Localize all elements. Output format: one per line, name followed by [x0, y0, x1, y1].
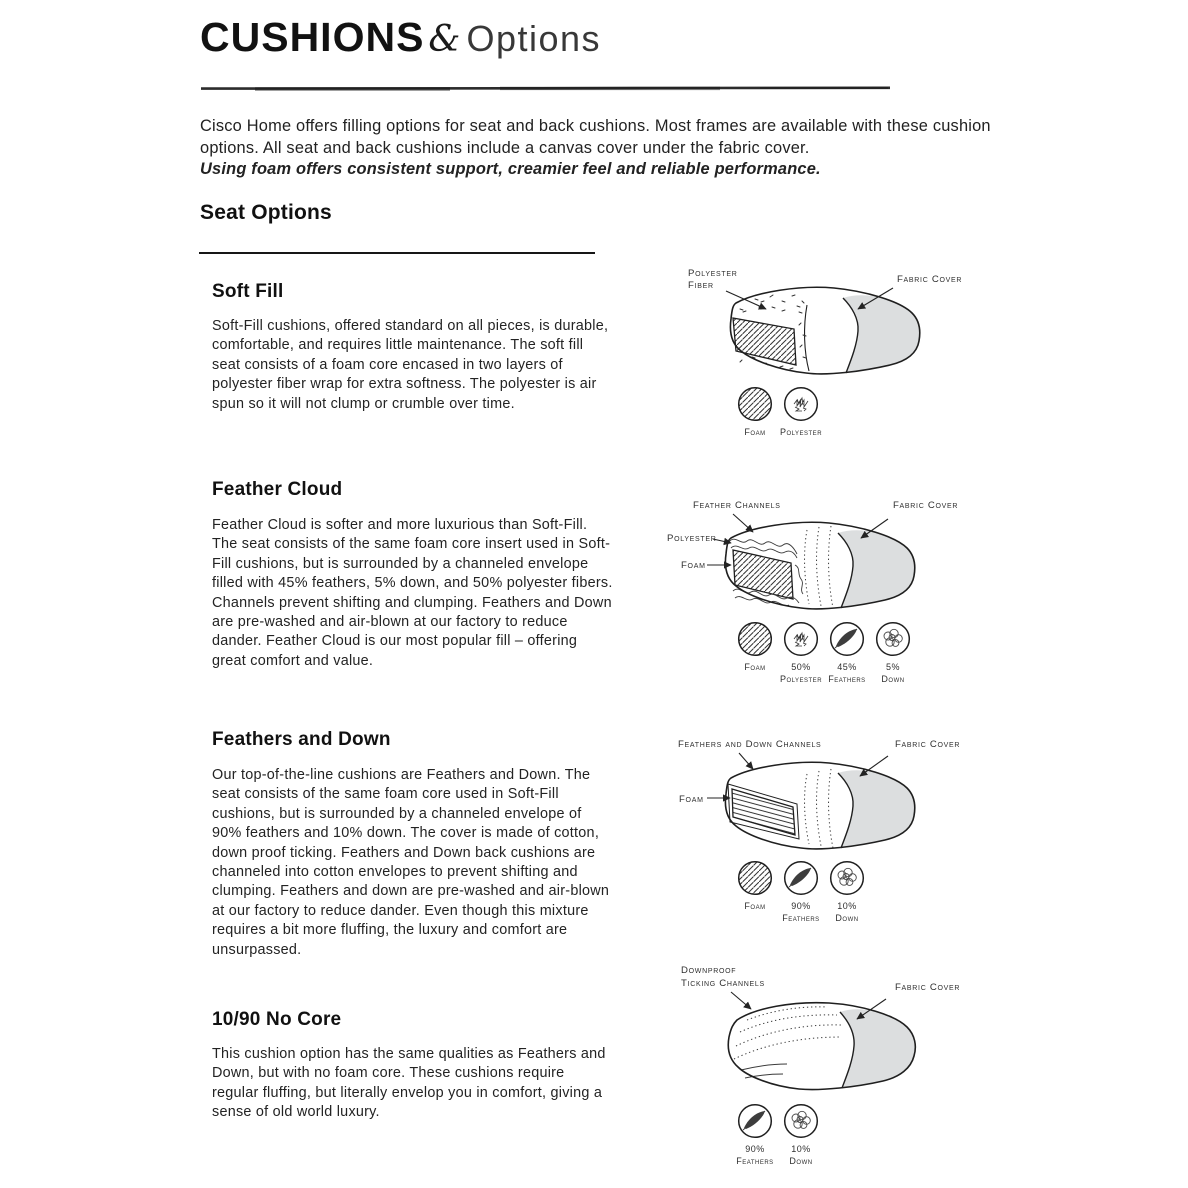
cushion-illustration [725, 762, 914, 849]
callout-arrow [733, 514, 753, 532]
legend-label: 90% [745, 1144, 765, 1154]
diagram-callout-label: Polyester [667, 533, 717, 544]
feather-cloud-diagram [655, 492, 995, 620]
legend-item-polyester [778, 386, 824, 439]
diagram-callout-label: Fabric Cover [897, 274, 963, 285]
down-icon [783, 1103, 819, 1139]
feather-icon [829, 621, 865, 657]
no-core-legend [732, 1103, 824, 1167]
diagram-callout-label: Feathers and Down Channels [678, 739, 822, 750]
polyester-swatch-icon [783, 386, 819, 422]
diagram-callout-label: Fabric Cover [895, 982, 961, 993]
feather-cloud-legend [732, 621, 916, 685]
legend-label: 45% [837, 662, 857, 672]
section-body-soft-fill: Soft-Fill cushions, offered standard on all pieces, is durable, comfortable, and requires little maintenance. The soft fill seat consists of a foam core encased in two layers of polyester fiber wrap for extra softness. The polyester is air spun so it will not clump or crumble over time. [212, 318, 609, 412]
legend-item-foam [732, 386, 778, 439]
legend-label: 10% [837, 901, 857, 911]
soft-fill-legend [732, 386, 824, 439]
polyester-swatch-icon [783, 621, 819, 657]
legend-label: Down [789, 1156, 813, 1166]
diagram-callout-label: Feather Channels [693, 500, 781, 511]
down-icon [829, 860, 865, 896]
intro-emphasis: Using foam offers consistent support, creamier feel and reliable performance. [200, 160, 821, 179]
legend-item-feathers [824, 621, 870, 685]
foam-swatch-icon [737, 621, 773, 657]
seat-options-underline [199, 252, 595, 254]
cushion-illustration [725, 522, 914, 609]
legend-item-down [870, 621, 916, 685]
legend-item-foam [732, 860, 778, 924]
soft-fill-diagram [660, 257, 1000, 383]
page-title [200, 14, 601, 61]
title-ampersand: & [428, 19, 461, 60]
feather-icon [737, 1103, 773, 1139]
legend-label: Foam [744, 901, 766, 911]
diagram-callout-label: Fiber [688, 280, 714, 291]
legend-label: Feathers [828, 674, 866, 684]
foam-swatch-icon [737, 860, 773, 896]
legend-label: 90% [791, 901, 811, 911]
legend-item-feathers [778, 860, 824, 924]
legend-label: 10% [791, 1144, 811, 1154]
legend-label: 5% [885, 662, 900, 672]
section-body-feathers-down: Our top-of-the-line cushions are Feathers and Down. The seat consists of the same foam core used in Soft-Fill cushions, but is surrounded by a channeled envelope of 90% feathers and 10% down. The cover is made of cotton, down proof ticking. Feathers and Down back cushions are channeled into cotton envelopes to prevent shifting and clumping. Feathers and down are pre-washed and air-blown at our factory to reduce dander. Even though this mixture requires a bit more fluffing, the luxury and comfort are unsurpassed. [212, 767, 610, 958]
diagram-callout-label: Ticking Channels [681, 978, 765, 989]
feathers-down-diagram [655, 732, 995, 858]
legend-item-down [778, 1103, 824, 1167]
legend-item-down [824, 860, 870, 924]
legend-label: Foam [744, 427, 766, 437]
callout-arrow [739, 753, 753, 769]
section-heading-feather-cloud: Feather Cloud [212, 479, 343, 500]
section-body-no-core: This cushion option has the same qualities as Feathers and Down, but with no foam core. These cushions require regular fluffing, but literally envelop you in comfort, giving a sense of old world luxury. [212, 1046, 606, 1121]
intro-block [200, 116, 1000, 181]
cushion-illustration [728, 1003, 915, 1090]
callout-arrow [731, 992, 751, 1009]
foam-swatch-icon [737, 386, 773, 422]
diagram-callout-label: Downproof [681, 965, 737, 976]
legend-item-feathers [732, 1103, 778, 1167]
down-icon [875, 621, 911, 657]
legend-label: Feathers [736, 1156, 774, 1166]
feathers-down-legend [732, 860, 870, 924]
section-heading-no-core: 10/90 No Core [212, 1009, 342, 1030]
legend-item-foam [732, 621, 778, 685]
legend-item-polyester [778, 621, 824, 685]
diagram-callout-label: Fabric Cover [895, 739, 961, 750]
seat-options-heading: Seat Options [200, 201, 332, 224]
section-body-feather-cloud: Feather Cloud is softer and more luxurious than Soft-Fill. The seat consists of the same foam core insert used in Soft-Fill cushions, but is surrounded by a channeled envelope filled with 45% feathers, 5% down, and 50% polyester fibers. Channels prevent shifting and clumping. Feathers and Down are pre-washed and air-blown at our factory to reduce dander. Feather Cloud is our most popular fill – offering great comfort and value. [212, 517, 613, 669]
legend-label: Foam [744, 662, 766, 672]
legend-label: Down [835, 913, 859, 923]
legend-label: Polyester [779, 427, 823, 437]
title-underline [200, 85, 892, 93]
diagram-callout-label: Fabric Cover [893, 500, 959, 511]
feather-icon [783, 860, 819, 896]
legend-label: Down [881, 674, 905, 684]
section-heading-soft-fill: Soft Fill [212, 281, 284, 302]
legend-label: Feathers [782, 913, 820, 923]
legend-label: 50% [791, 662, 811, 672]
title-cushions: CUSHIONS [200, 14, 425, 60]
title-options: Options [466, 18, 602, 59]
cushion-illustration [730, 287, 919, 374]
diagram-callout-label: Foam [679, 794, 704, 805]
no-core-diagram [655, 958, 995, 1098]
diagram-callout-label: Foam [681, 560, 706, 571]
section-heading-feathers-down: Feathers and Down [212, 729, 391, 750]
intro-text: Cisco Home offers filling options for seat and back cushions. Most frames are available with these cushion options. All seat and back cushions include a canvas cover under the fabric cover. [200, 117, 991, 157]
diagram-callout-label: Polyester [688, 268, 738, 279]
legend-label: Polyester [779, 674, 823, 684]
